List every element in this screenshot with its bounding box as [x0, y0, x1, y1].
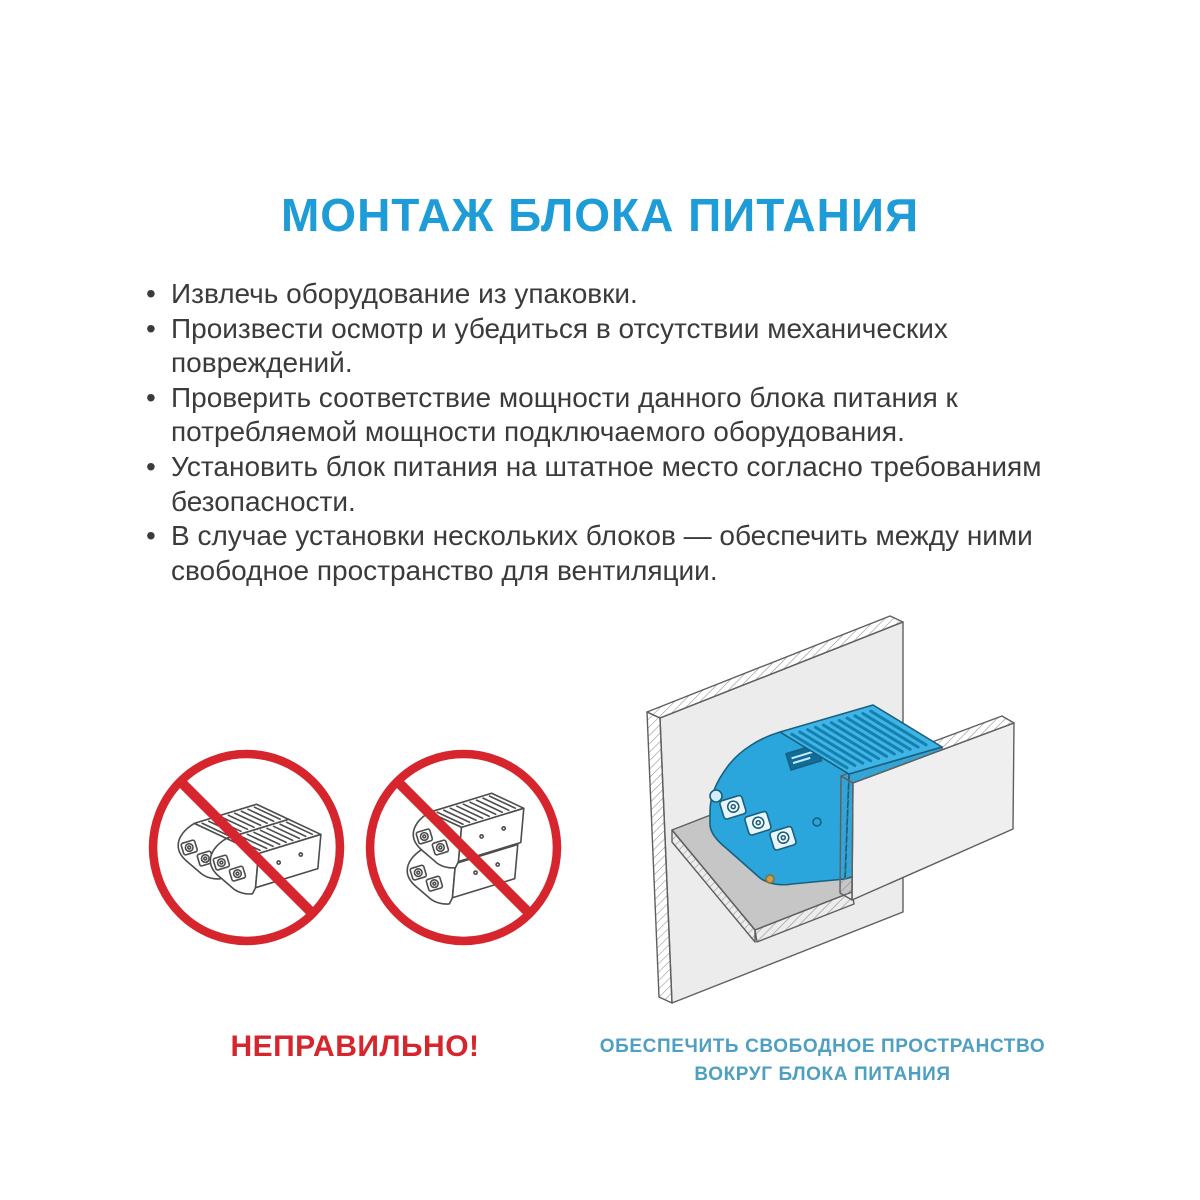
list-item: • В случае установки нескольких блоков — обеспечить между ними свободное пространство для вентиляции. — [145, 519, 1050, 588]
list-item: • Проверить соответствие мощности данного блока питания к потребляемой мощности подключаемого оборудования. — [145, 381, 1050, 450]
correct-mounting-figure — [640, 600, 1050, 1030]
prohibition-sign-side-by-side-icon — [146, 747, 347, 948]
scene-caption — [590, 1033, 1055, 1089]
psu-on-shelf-illustration — [640, 600, 1050, 1030]
list-item: • Произвести осмотр и убедиться в отсутствии механических повреждений. — [145, 312, 1050, 381]
prohibition-sign-stacked-icon — [363, 747, 564, 948]
page-title: МОНТАЖ БЛОКА ПИТАНИЯ — [280, 188, 920, 241]
wrong-label: НЕПРАВИЛЬНО! — [230, 1030, 480, 1063]
list-item: • Извлечь оборудование из упаковки. — [145, 277, 1050, 312]
scene-caption-line: ВОКРУГ БЛОКА ПИТАНИЯ — [694, 1064, 951, 1085]
prohibition-figure-stacked — [363, 747, 564, 948]
no-sign-icon — [370, 754, 557, 941]
instruction-list — [145, 277, 1050, 588]
list-item: • Установить блок питания на штатное место согласно требованиям безопасности. — [145, 450, 1050, 519]
scene-caption-line: ОБЕСПЕЧИТЬ СВОБОДНОЕ ПРОСТРАНСТВО — [599, 1036, 1046, 1057]
prohibition-figure-side-by-side — [146, 747, 347, 948]
